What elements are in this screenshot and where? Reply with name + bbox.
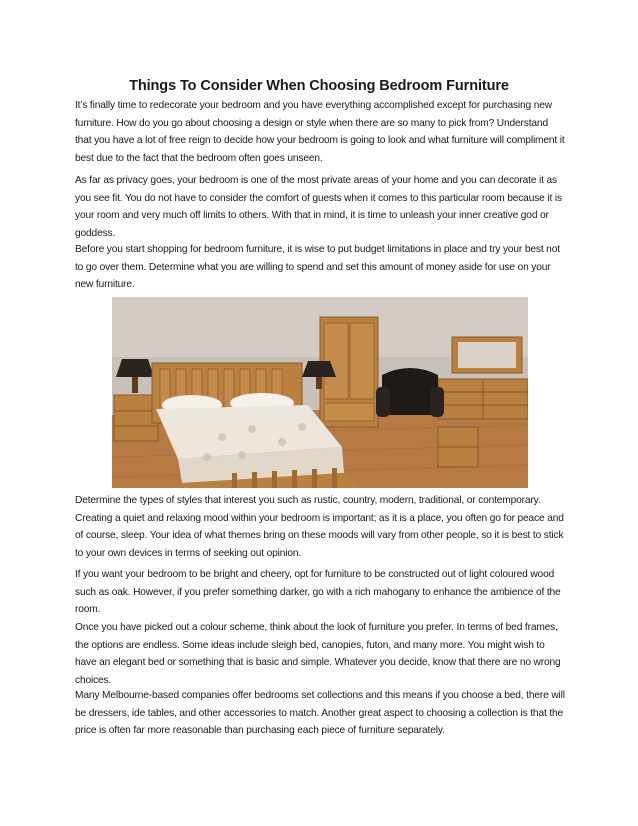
paragraph-styles: Determine the types of styles that interest you such as rustic, country, modern, traditional, or contemporary. Creating a quiet and relaxing mood within your bedroom is important; as it is a place, you often go for peace and of course, sleep. Your idea of what themes bring on these moods will vary from other people, so it is best to stick to your own devices in terms of seeking out opinion. bbox=[75, 495, 564, 559]
paragraph-budget: Before you start shopping for bedroom furniture, it is wise to put budget limitations in place and try your best not to go over them. Determine what you are willing to spend and set this amount of money aside for use on your new furniture. bbox=[75, 244, 560, 291]
nightstand-left bbox=[114, 395, 158, 441]
paragraph-intro: It’s finally time to redecorate your bedroom and you have everything accomplished except for purchasing new furniture. How do you go about choosing a design or style when there are so many to pick from? Understand that you have a lot of free reign to decide how your bedroom is going to look and what furniture will compliment it best due to the fact that the bedroom often goes unseen. bbox=[75, 100, 565, 164]
paragraph-wood-color: If you want your bedroom to be bright and cheery, opt for furniture to be constructed out of light coloured wood such as oak. However, if you prefer something darker, go with a rich mahogany to enhance the ambience of the room. bbox=[75, 569, 561, 616]
paragraph-bed-frames: Once you have picked out a colour scheme, think about the look of furniture you prefer. In terms of bed frames, the options are endless. Some ideas include sleigh bed, canopies, futon, and many more. You might wish to have an elegant bed or something that is basic and simple. Whatever you decide, know that there are no wrong choices. bbox=[75, 622, 561, 686]
document-title: Things To Consider When Choosing Bedroom Furniture bbox=[129, 78, 509, 94]
paragraph-collections: Many Melbourne-based companies offer bedrooms set collections and this means if you choose a bed, there will be dressers, ide tables, and other accessories to match. Another great aspect to choosing a collection is that the price is often far more reasonable than purchasing each piece of furniture separately. bbox=[75, 690, 565, 737]
leather-armchair bbox=[376, 368, 444, 417]
bedroom-furniture-photo bbox=[112, 297, 528, 488]
paragraph-privacy: As far as privacy goes, your bedroom is one of the most private areas of your home and you can decorate it as you see fit. You do not have to consider the comfort of guests when it comes to this particular room because it is your room and very much off limits to others. With that in mind, it is time to unleash your inner creative god or goddess. bbox=[75, 175, 562, 239]
